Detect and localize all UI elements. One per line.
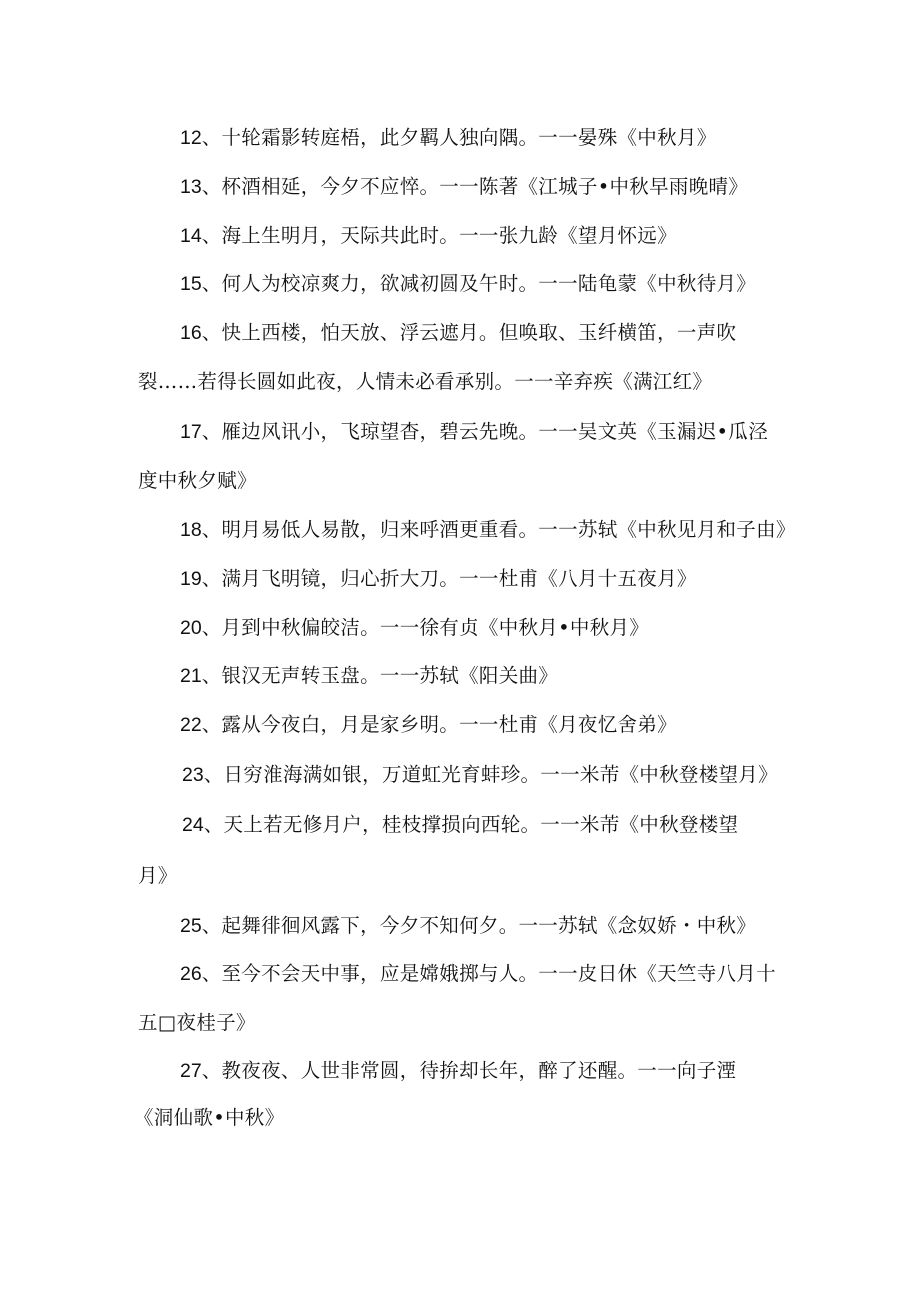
item-number: 19 — [180, 568, 202, 590]
poem-item-20 — [180, 618, 649, 639]
item-text: 、满月飞明镜，归心折大刀。一一杜甫《八月十五夜月》 — [201, 567, 697, 590]
item-text: 、何人为校凉爽力，欲减初圆及午时。一一陆龟蒙《中秋待月》 — [201, 272, 757, 295]
poem-item-17-continuation — [138, 471, 257, 491]
poem-item-17 — [180, 422, 768, 443]
poem-item-22 — [180, 715, 677, 736]
item-text: 、快上西楼，怕天放、浮云遮月。但唤取、玉纤横笛，一声吹 — [201, 321, 737, 344]
poem-item-13 — [180, 177, 748, 198]
item-number: 12 — [180, 127, 202, 149]
poem-item-19 — [180, 569, 697, 590]
poem-item-16 — [180, 323, 736, 344]
item-text: 、月到中秋偏皎洁。一一徐有贞《中秋月•中秋月》 — [201, 616, 650, 639]
poem-item-23 — [182, 765, 778, 786]
item-text: 、杯酒相延，今夕不应悴。一一陈著《江城子•中秋早雨晚晴》 — [201, 175, 749, 198]
poem-item-18 — [180, 520, 796, 541]
item-text: 《洞仙歌•中秋》 — [134, 1106, 285, 1129]
item-text: 度中秋夕赋》 — [138, 469, 257, 492]
poem-item-25 — [180, 916, 756, 937]
item-text: 、明月易低人易散，归来呼酒更重看。一一苏轼《中秋见月和子由》 — [201, 518, 796, 541]
item-number: 27 — [180, 1060, 202, 1082]
poem-item-24 — [182, 815, 738, 836]
item-number: 13 — [180, 176, 202, 198]
item-number: 25 — [180, 915, 202, 937]
item-text: 、至今不会天中事，应是嫦娥掷与人。一一皮日休《天竺寺八月十 — [201, 962, 776, 985]
poem-item-27 — [180, 1061, 736, 1082]
poem-item-14 — [180, 226, 677, 247]
poem-item-12 — [180, 128, 717, 149]
item-text: 、海上生明月，天际共此时。一一张九龄《望月怀远》 — [201, 224, 677, 247]
item-text: 、雁边风讯小，飞琼望杳，碧云先晚。一一吴文英《玉漏迟•瓜泾 — [201, 420, 768, 443]
item-number: 15 — [180, 273, 202, 295]
item-text: 、起舞徘徊风露下，今夕不知何夕。一一苏轼《念奴娇・中秋》 — [201, 914, 757, 937]
item-number: 23 — [182, 764, 204, 786]
poem-item-15 — [180, 274, 756, 295]
item-text: 五□夜桂子》 — [138, 1011, 256, 1034]
item-text: 月》 — [138, 864, 178, 887]
item-number: 21 — [180, 665, 202, 687]
item-text: 、日穷淮海满如银，万道虹光育蚌珍。一一米芾《中秋登楼望月》 — [203, 763, 778, 786]
item-text: 裂……若得长圆如此夜，人情未必看承别。一一辛弃疾《满江红》 — [138, 370, 713, 393]
item-text: 、教夜夜、人世非常圆，待拚却长年，醉了还醒。一一向子湮 — [201, 1059, 737, 1082]
item-number: 16 — [180, 322, 202, 344]
item-number: 20 — [180, 617, 202, 639]
poem-item-16-continuation — [138, 372, 712, 392]
poem-item-27-continuation — [134, 1108, 284, 1128]
item-text: 、十轮霜影转庭梧，此夕羁人独向隅。一一晏殊《中秋月》 — [201, 126, 717, 149]
item-text: 、天上若无修月户，桂枝撑损向西轮。一一米芾《中秋登楼望 — [203, 813, 739, 836]
item-number: 24 — [182, 814, 204, 836]
item-number: 17 — [180, 421, 202, 443]
poem-item-26-continuation — [138, 1013, 256, 1033]
item-number: 22 — [180, 714, 202, 736]
poem-item-21 — [180, 666, 558, 687]
item-number: 14 — [180, 225, 202, 247]
poem-item-26 — [180, 964, 776, 985]
item-text: 、银汉无声转玉盘。一一苏轼《阳关曲》 — [201, 664, 559, 687]
item-number: 18 — [180, 519, 202, 541]
item-text: 、露从今夜白，月是家乡明。一一杜甫《月夜忆舍弟》 — [201, 713, 677, 736]
poem-item-24-continuation — [138, 866, 178, 886]
item-number: 26 — [180, 963, 202, 985]
